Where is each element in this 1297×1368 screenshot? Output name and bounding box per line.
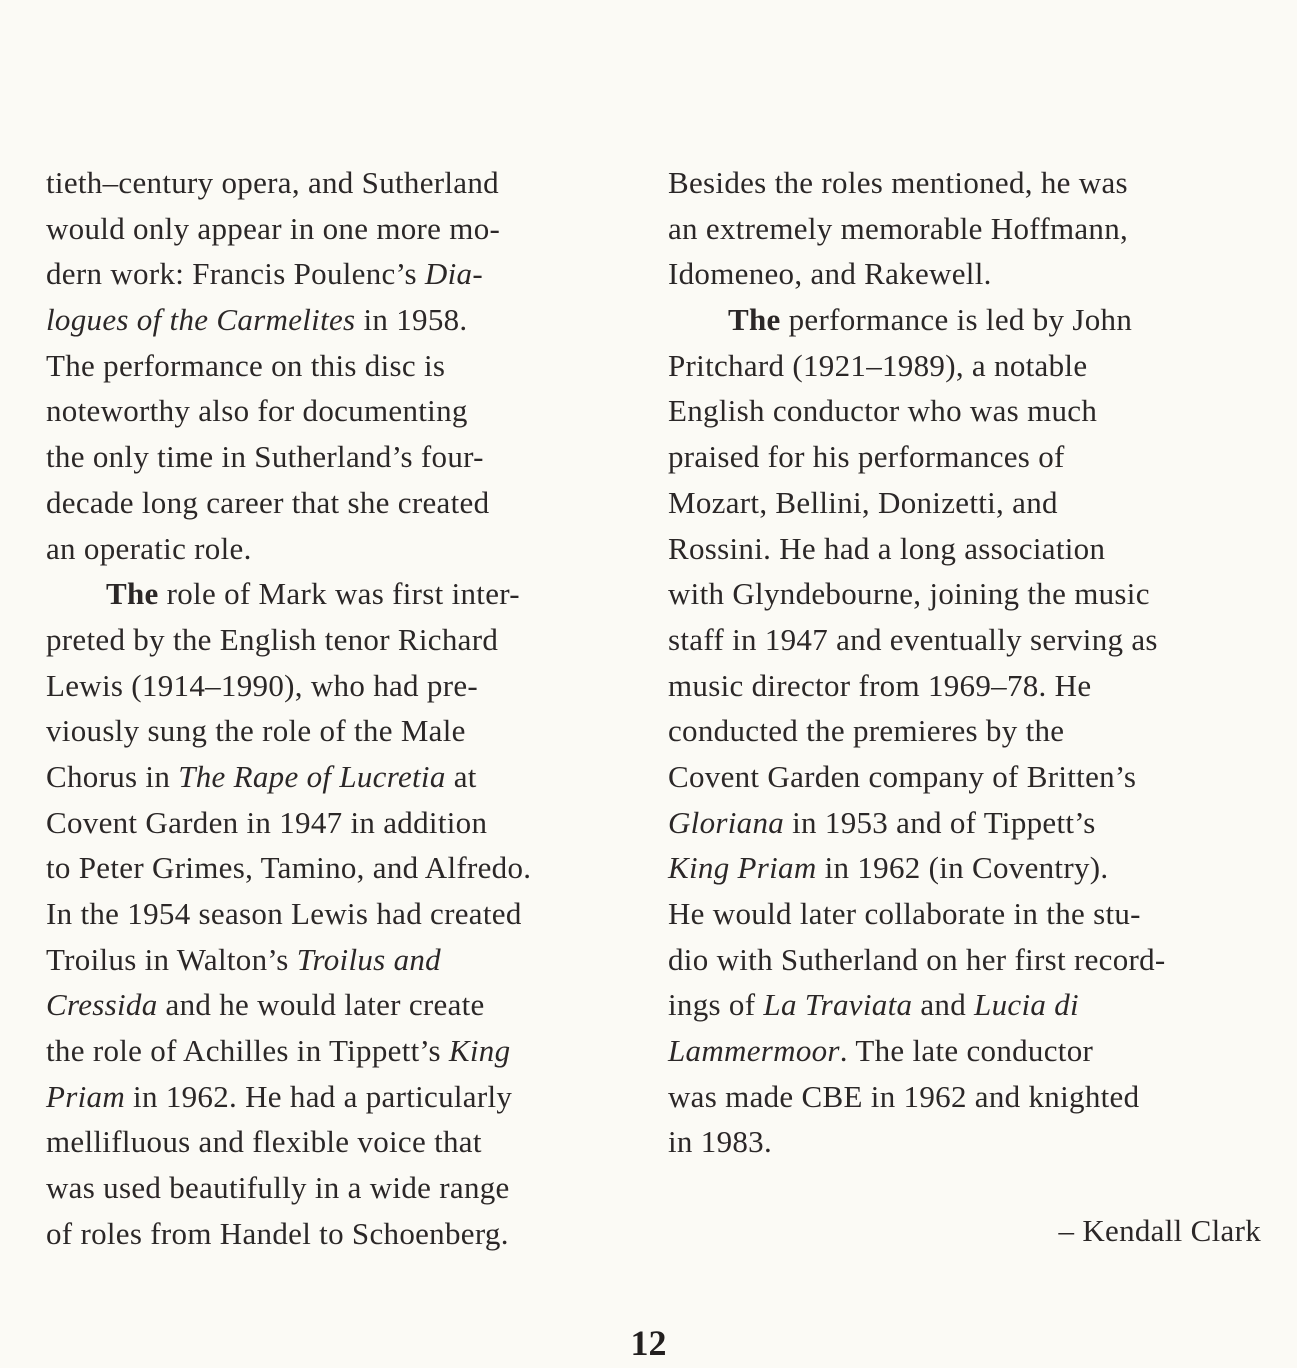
text-segment: in 1958. <box>355 302 468 338</box>
text-line <box>46 1119 636 1165</box>
text-line <box>46 434 636 480</box>
text-line <box>668 800 1268 846</box>
italic-title: La Traviata <box>763 987 913 1023</box>
page-number: 12 <box>630 1323 667 1363</box>
text-line <box>46 663 636 709</box>
text-line <box>668 1119 1268 1165</box>
text-line <box>46 1074 636 1120</box>
text-segment: role of Mark was first inter- <box>158 576 520 612</box>
left-column <box>46 160 636 1257</box>
text-line <box>668 1074 1268 1120</box>
text-line <box>668 1028 1268 1074</box>
text-segment: The performance on this disc is <box>46 347 446 383</box>
text-line <box>46 800 636 846</box>
text-line <box>668 982 1268 1028</box>
text-segment: Covent Garden company of Britten’s <box>668 758 1137 794</box>
text-segment: in 1962. He had a particularly <box>125 1078 513 1114</box>
text-line <box>46 1211 636 1257</box>
text-line <box>46 480 636 526</box>
text-segment: praised for his performances of <box>668 439 1065 475</box>
text-line <box>668 571 1268 617</box>
text-line <box>46 251 636 297</box>
text-line <box>46 526 636 572</box>
italic-title: King <box>448 1033 511 1069</box>
text-segment: in 1962 (in Coventry). <box>816 850 1109 886</box>
text-segment: . The late conductor <box>839 1033 1094 1069</box>
text-segment: was made CBE in 1962 and knighted <box>668 1078 1140 1114</box>
text-segment: He would later collaborate in the stu- <box>668 896 1141 931</box>
text-line <box>668 663 1268 709</box>
text-segment: in 1953 and of Tippett’s <box>784 804 1096 840</box>
text-line <box>668 480 1268 526</box>
text-line <box>46 297 636 343</box>
text-segment: Rossini. He had a long association <box>668 530 1106 566</box>
text-line <box>46 206 636 252</box>
text-line <box>46 845 636 891</box>
text-line <box>46 388 636 434</box>
text-line <box>46 937 636 983</box>
text-segment: the role of Achilles in Tippett’s <box>46 1033 449 1069</box>
italic-title: Cressida <box>46 987 158 1023</box>
text-line <box>668 160 1268 206</box>
text-segment: viously sung the role of the Male <box>46 713 466 749</box>
text-segment: in 1983. <box>668 1124 773 1160</box>
text-line <box>46 1028 636 1074</box>
text-line <box>668 845 1268 891</box>
text-line <box>668 434 1268 480</box>
paragraph-lead: The <box>106 576 159 612</box>
text-segment: performance is led by John <box>780 302 1133 338</box>
text-segment: was used beautifully in a wide range <box>46 1170 510 1206</box>
text-line <box>668 388 1268 434</box>
text-line <box>46 891 636 937</box>
right-column <box>668 160 1268 1165</box>
paragraph-lead: The <box>728 302 781 338</box>
text-segment: an extremely memorable Hoffmann, <box>668 210 1129 246</box>
text-line <box>46 343 636 389</box>
text-line <box>46 160 636 206</box>
text-line <box>668 891 1268 937</box>
text-segment: of roles from Handel to Schoenberg. <box>46 1215 509 1251</box>
text-line <box>46 617 636 663</box>
text-segment: dio with Sutherland on her first record- <box>668 941 1166 977</box>
text-segment: at <box>445 758 477 794</box>
text-segment: In the 1954 season Lewis had created <box>46 896 522 931</box>
italic-title: Gloriana <box>668 804 785 840</box>
text-segment: decade long career that she created <box>46 484 490 520</box>
text-segment: English conductor who was much <box>668 393 1098 429</box>
text-line <box>668 937 1268 983</box>
text-segment: Idomeneo, and Rakewell. <box>668 256 992 292</box>
text-line <box>46 1165 636 1211</box>
text-segment: preted by the English tenor Richard <box>46 621 499 657</box>
text-segment: to Peter Grimes, Tamino, and Alfredo. <box>46 850 532 886</box>
text-segment: Mozart, Bellini, Donizetti, and <box>668 484 1058 520</box>
text-line <box>668 343 1268 389</box>
author-signature: – Kendall Clark <box>1058 1213 1261 1248</box>
italic-title: logues of the Carmelites <box>46 302 356 338</box>
text-segment: dern work: Francis Poulenc’s <box>46 256 425 292</box>
text-line <box>668 708 1268 754</box>
italic-title: Priam <box>46 1078 125 1114</box>
text-segment: music director from 1969–78. He <box>668 667 1092 703</box>
text-line <box>46 708 636 754</box>
text-segment: Covent Garden in 1947 in addition <box>46 804 488 840</box>
text-segment: and he would later create <box>157 987 485 1023</box>
text-line <box>46 982 636 1028</box>
text-segment: staff in 1947 and eventually serving as <box>668 621 1158 657</box>
text-segment: Besides the roles mentioned, he was <box>668 165 1128 200</box>
text-segment: tieth–century opera, and Sutherland <box>46 165 499 200</box>
text-line <box>668 617 1268 663</box>
text-line <box>668 206 1268 252</box>
text-segment: conducted the premieres by the <box>668 713 1065 749</box>
text-segment: Pritchard (1921–1989), a notable <box>668 347 1088 383</box>
text-line <box>46 754 636 800</box>
italic-title: Troilus and <box>296 941 441 977</box>
text-segment: and <box>912 987 975 1023</box>
text-line <box>46 571 636 617</box>
text-line <box>668 754 1268 800</box>
italic-title: The Rape of Lucretia <box>178 758 446 794</box>
text-segment: an operatic role. <box>46 530 252 566</box>
italic-title: Lammermoor <box>668 1033 840 1069</box>
text-segment: noteworthy also for documenting <box>46 393 468 429</box>
italic-title: Lucia di <box>974 987 1079 1023</box>
text-segment: Lewis (1914–1990), who had pre- <box>46 667 479 703</box>
text-segment: Chorus in <box>46 758 179 794</box>
text-segment: with Glyndebourne, joining the music <box>668 576 1150 612</box>
text-segment: Troilus in Walton’s <box>46 941 297 977</box>
text-segment: the only time in Sutherland’s four- <box>46 439 484 475</box>
text-segment: mellifluous and flexible voice that <box>46 1124 482 1160</box>
italic-title: Dia- <box>424 256 483 292</box>
text-line <box>668 297 1268 343</box>
italic-title: King Priam <box>668 850 817 886</box>
text-segment: ings of <box>668 987 764 1023</box>
text-line <box>668 526 1268 572</box>
text-line <box>668 251 1268 297</box>
text-segment: would only appear in one more mo- <box>46 210 501 246</box>
